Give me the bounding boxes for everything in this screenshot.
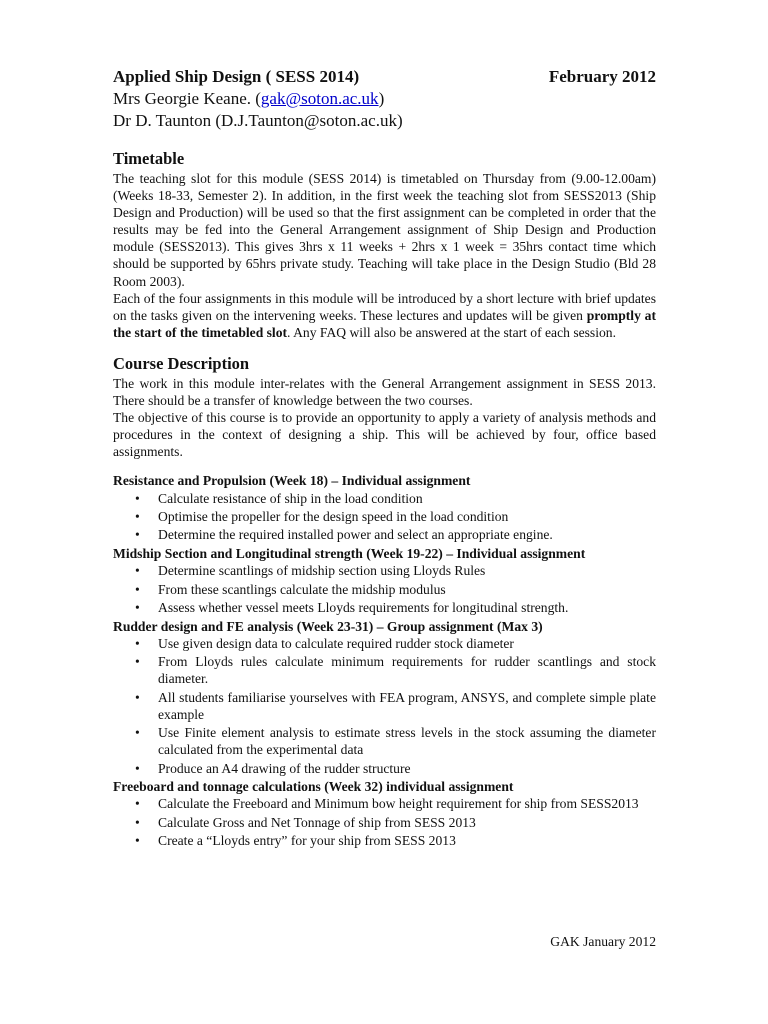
bullet-icon: • — [135, 796, 140, 812]
assignment-1-list — [113, 490, 656, 544]
list-item: • From these scantlings calculate the midship modulus — [135, 581, 446, 597]
document-header — [113, 66, 656, 132]
section-spacer — [113, 460, 656, 472]
list-item: • Assess whether vessel meets Lloyds requirements for longitudinal strength. — [135, 600, 569, 616]
lecturer-1-email-link[interactable]: gak@soton.ac.uk — [260, 89, 379, 108]
list-item: • All students familiarise yourselves with FEA program, ANSYS, and complete simple plate example — [135, 689, 656, 722]
timetable-paragraph-2-end: . Any FAQ will also be answered at the start of each session. — [287, 324, 616, 340]
timetable-section — [113, 148, 656, 341]
assignment-2-list — [113, 562, 656, 616]
title-line — [113, 66, 656, 88]
bullet-icon: • — [135, 760, 140, 776]
page-footer: GAK January 2012 — [550, 934, 656, 949]
list-item: • Use Finite element analysis to estimate stress levels in the stock assuming the diameter calculated from the experimental data — [135, 725, 656, 758]
timetable-paragraph-2-emphasis: promptly at the start of the timetabled slot — [113, 307, 656, 340]
bullet-icon: • — [135, 600, 140, 616]
assignment-1-title: Resistance and Propulsion (Week 18) – Individual assignment — [113, 473, 471, 489]
assignment-2 — [113, 545, 656, 616]
bullet-icon: • — [135, 833, 140, 849]
course-description-heading: Course Description — [113, 353, 250, 373]
course-description-paragraph-1: The work in this module inter-relates with the General Arrangement assignment in SESS 2013. There should be a transfer of knowledge between the two courses. — [113, 375, 656, 409]
bullet-icon: • — [135, 490, 140, 506]
assignment-2-title: Midship Section and Longitudinal strength (Week 19-22) – Individual assignment — [113, 545, 586, 561]
assignment-1 — [113, 472, 656, 543]
assignment-4-title: Freeboard and tonnage calculations (Week 32) individual assignment — [113, 779, 514, 795]
list-item: • From Lloyds rules calculate minimum requirements for rudder scantlings and stock diameter. — [135, 654, 656, 687]
assignment-3 — [113, 618, 656, 777]
timetable-heading: Timetable — [113, 149, 185, 168]
assignment-4 — [113, 778, 656, 849]
list-item: • Determine the required installed power and select an appropriate engine. — [135, 527, 553, 543]
bullet-icon: • — [135, 654, 140, 670]
timetable-paragraph-2-start: Each of the four assignments in this module will be introduced by a short lecture with brief updates on the tasks given on the intervening weeks. These lectures and updates will be given — [113, 290, 656, 323]
bullet-icon: • — [135, 725, 140, 741]
bullet-icon: • — [135, 527, 140, 543]
bullet-icon: • — [135, 635, 140, 651]
bullet-icon: • — [135, 814, 140, 830]
document-title: Applied Ship Design ( SESS 2014) — [113, 67, 360, 86]
document-date: February 2012 — [548, 67, 656, 86]
assignment-4-list — [113, 795, 656, 849]
list-item: • Produce an A4 drawing of the rudder structure — [135, 760, 411, 776]
list-item: • Optimise the propeller for the design speed in the load condition — [135, 508, 509, 524]
lecturer-1-name: Mrs Georgie Keane. ( — [113, 89, 261, 108]
timetable-paragraph-1: The teaching slot for this module (SESS 2014) is timetabled on Thursday from (9.00-12.00am) (Weeks 18-33, Semester 2). In addition, in the first week the teaching slot from SESS2013 (Ship Design and Production) will be used so that the first assignment can be completed in order that the results may be fed into the General Arrangement assignment of Ship Design and Production module (SESS2013). This gives 3hrs x 11 weeks + 2hrs x 1 week = 35hrs contact time which should be supported by 65hrs private study. Teaching will take place in the Design Studio (Bld 28 Room 2003). — [113, 171, 656, 289]
bullet-icon: • — [135, 563, 140, 579]
assignment-3-title: Rudder design and FE analysis (Week 23-31) – Group assignment (Max 3) — [113, 618, 543, 634]
course-description-section — [113, 353, 656, 460]
list-item: • Calculate Gross and Net Tonnage of ship from SESS 2013 — [135, 814, 476, 830]
list-item: • Use given design data to calculate required rudder stock diameter — [135, 635, 514, 651]
bullet-icon: • — [135, 689, 140, 705]
list-item: • Calculate resistance of ship in the load condition — [135, 490, 423, 506]
lecturer-2: Dr D. Taunton (D.J.Taunton@soton.ac.uk) — [113, 111, 403, 130]
list-item: • Create a “Lloyds entry” for your ship from SESS 2013 — [135, 833, 456, 849]
document-body — [113, 148, 656, 851]
lecturer-1-suffix: ) — [378, 89, 385, 108]
assignments-section — [113, 472, 656, 849]
bullet-icon: • — [135, 581, 140, 597]
lecturer-1 — [113, 88, 656, 110]
timetable-paragraph-2 — [113, 290, 656, 341]
bullet-icon: • — [135, 508, 140, 524]
assignment-3-list — [113, 635, 656, 777]
course-description-paragraph-2: The objective of this course is to provide an opportunity to apply a variety of analysis methods and procedures in the context of designing a ship. This will be achieved by four, office based assignments. — [113, 410, 656, 460]
section-spacer — [113, 341, 656, 353]
list-item: • Determine scantlings of midship section using Lloyds Rules — [135, 563, 486, 579]
list-item: • Calculate the Freeboard and Minimum bow height requirement for ship from SESS2013 — [135, 796, 639, 812]
